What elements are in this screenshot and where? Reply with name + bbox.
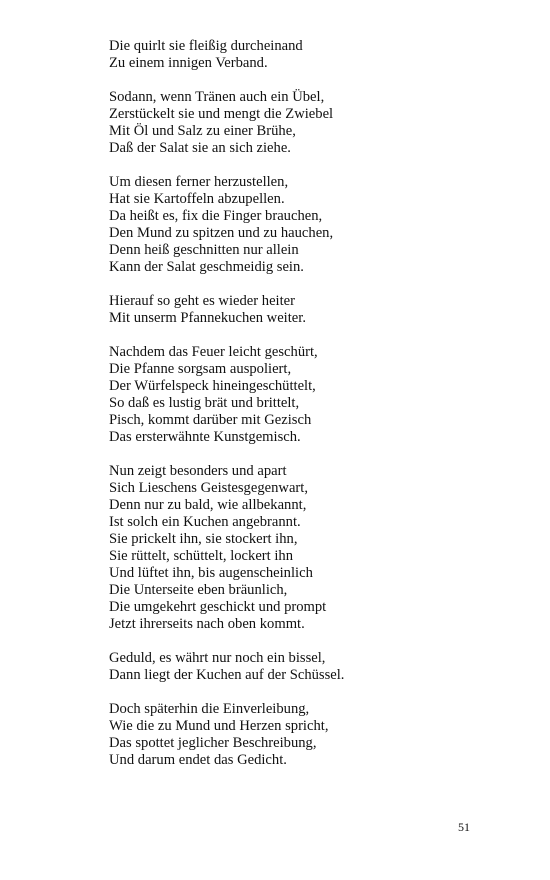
poem-line: Wie die zu Mund und Herzen spricht,	[109, 718, 329, 734]
stanza	[109, 463, 509, 633]
poem-line: Ist solch ein Kuchen angebrannt.	[109, 514, 301, 530]
poem-line: Mit Öl und Salz zu einer Brühe,	[109, 123, 296, 139]
poem-line: Zu einem innigen Verband.	[109, 55, 268, 71]
poem-line: Das spottet jeglicher Beschreibung,	[109, 735, 317, 751]
page-number: 51	[458, 820, 470, 834]
poem-body	[109, 38, 509, 786]
poem-line: Den Mund zu spitzen und zu hauchen,	[109, 225, 334, 241]
poem-line: Denn nur zu bald, wie allbekannt,	[109, 497, 307, 513]
poem-line: Das ersterwähnte Kunstgemisch.	[109, 429, 301, 445]
poem-line: Da heißt es, fix die Finger brauchen,	[109, 208, 323, 224]
poem-line: Sie prickelt ihn, sie stockert ihn,	[109, 531, 298, 547]
poem-line: Nachdem das Feuer leicht geschürt,	[109, 344, 318, 360]
poem-line: Jetzt ihrerseits nach oben kommt.	[109, 616, 305, 632]
stanza	[109, 38, 509, 72]
stanza	[109, 650, 509, 684]
poem-line: Kann der Salat geschmeidig sein.	[109, 259, 304, 275]
poem-line: Sie rüttelt, schüttelt, lockert ihn	[109, 548, 294, 564]
poem-line: Hierauf so geht es wieder heiter	[109, 293, 295, 309]
poem-line: Die Unterseite eben bräunlich,	[109, 582, 288, 598]
poem-line: Pisch, kommt darüber mit Gezisch	[109, 412, 312, 428]
poem-line: Und lüftet ihn, bis augenscheinlich	[109, 565, 313, 581]
poem-line: Hat sie Kartoffeln abzupellen.	[109, 191, 285, 207]
poem-line: Um diesen ferner herzustellen,	[109, 174, 289, 190]
poem-line: Die umgekehrt geschickt und prompt	[109, 599, 327, 615]
poem-line: Denn heiß geschnitten nur allein	[109, 242, 299, 258]
stanza	[109, 701, 509, 769]
poem-line: Doch späterhin die Einverleibung,	[109, 701, 310, 717]
poem-line: Der Würfelspeck hineingeschüttelt,	[109, 378, 316, 394]
poem-line: Nun zeigt besonders und apart	[109, 463, 287, 479]
stanza	[109, 174, 509, 276]
poem-line: Geduld, es währt nur noch ein bissel,	[109, 650, 326, 666]
poem-line: Zerstückelt sie und mengt die Zwiebel	[109, 106, 334, 122]
stanza	[109, 293, 509, 327]
stanza	[109, 344, 509, 446]
poem-line: Daß der Salat sie an sich ziehe.	[109, 140, 291, 156]
poem-line: Die Pfanne sorgsam auspoliert,	[109, 361, 292, 377]
poem-line: Dann liegt der Kuchen auf der Schüssel.	[109, 667, 345, 683]
poem-line: Sich Lieschens Geistesgegenwart,	[109, 480, 308, 496]
poem-line: Sodann, wenn Tränen auch ein Übel,	[109, 89, 325, 105]
poem-line: So daß es lustig brät und brittelt,	[109, 395, 300, 411]
stanza	[109, 89, 509, 157]
poem-line: Mit unserm Pfannekuchen weiter.	[109, 310, 306, 326]
poem-line: Und darum endet das Gedicht.	[109, 752, 287, 768]
poem-line: Die quirlt sie fleißig durcheinand	[109, 38, 303, 54]
